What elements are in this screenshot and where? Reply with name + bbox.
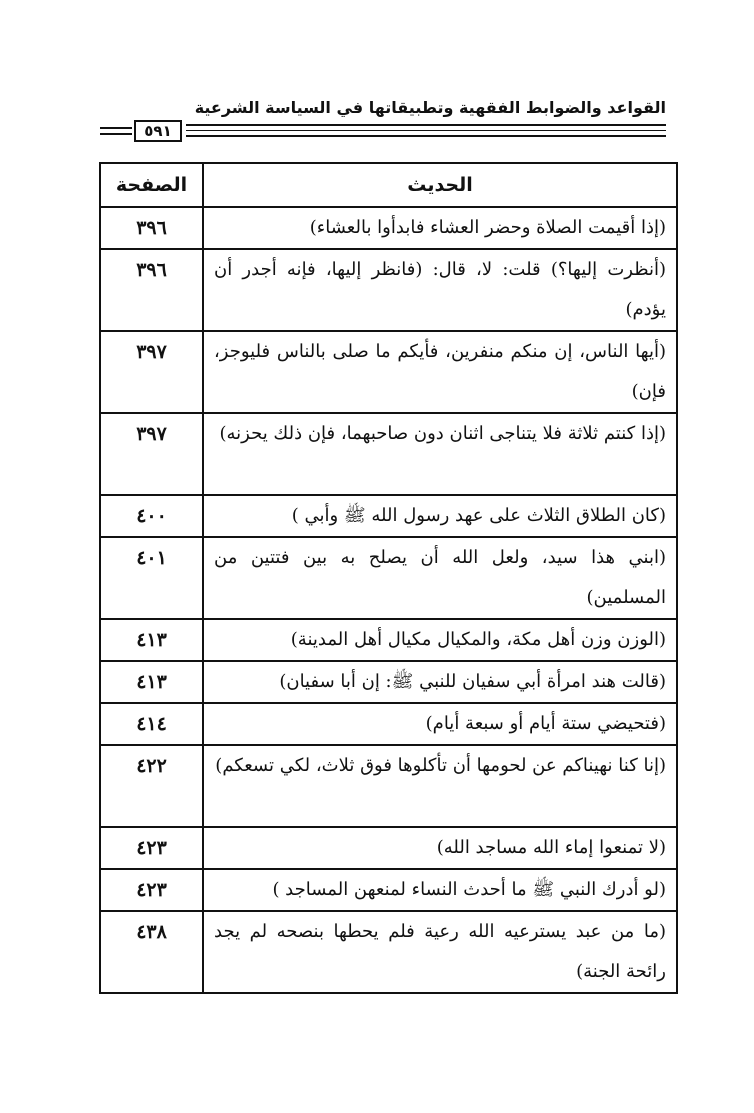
table-row — [100, 827, 677, 869]
hadith-text: (الوزن وزن أهل مكة، والمكيال مكيال أهل المدينة) — [203, 619, 677, 661]
page-ref: ٤٢٣ — [100, 827, 203, 869]
hadith-text: (إذا أقيمت الصلاة وحضر العشاء فابدأوا بالعشاء) — [203, 207, 677, 249]
hadith-text: (قالت هند امرأة أبي سفيان للنبي ﷺ: إن أبا سفيان) — [203, 661, 677, 703]
hadith-text: (كان الطلاق الثلاث على عهد رسول الله ﷺ وأبي ) — [203, 495, 677, 537]
hadith-text: (إذا كنتم ثلاثة فلا يتناجى اثنان دون صاحبهما، فإن ذلك يحزنه) — [203, 413, 677, 495]
table-row — [100, 249, 677, 331]
page-number: ٥٩١ — [134, 120, 182, 142]
page-ref: ٤٢٣ — [100, 869, 203, 911]
hadith-text: (أيها الناس، إن منكم منفرين، فأيكم ما صلى بالناس فليوجز، فإن) — [203, 331, 677, 413]
page-ref: ٤١٣ — [100, 619, 203, 661]
page-ref: ٤١٣ — [100, 661, 203, 703]
hadith-text: (لا تمنعوا إماء الله مساجد الله) — [203, 827, 677, 869]
table-row — [100, 413, 677, 495]
hadith-text: (لو أدرك النبي ﷺ ما أحدث النساء لمنعهن المساجد ) — [203, 869, 677, 911]
hadith-index-table — [99, 162, 678, 994]
header-rule — [186, 130, 666, 131]
header-rule — [186, 135, 666, 137]
header-rule — [186, 124, 666, 126]
page-ref: ٣٩٧ — [100, 331, 203, 413]
hadith-text: (ما من عبد يسترعيه الله رعية فلم يحطها بنصحه لم يجد رائحة الجنة) — [203, 911, 677, 993]
table-row — [100, 207, 677, 249]
table-row — [100, 495, 677, 537]
page-ref: ٣٩٧ — [100, 413, 203, 495]
page-ref: ٤٠١ — [100, 537, 203, 619]
hadith-text: (فتحيضي ستة أيام أو سبعة أيام) — [203, 703, 677, 745]
page-ref: ٤١٤ — [100, 703, 203, 745]
column-header-page: الصفحة — [100, 163, 203, 207]
column-header-hadith: الحديث — [203, 163, 677, 207]
page-ref: ٣٩٦ — [100, 207, 203, 249]
header-rule — [100, 133, 132, 135]
table-row — [100, 911, 677, 993]
page-ref: ٤٢٢ — [100, 745, 203, 827]
table-row — [100, 331, 677, 413]
table-row — [100, 869, 677, 911]
table-row — [100, 619, 677, 661]
page-ref: ٤٠٠ — [100, 495, 203, 537]
table-header-row — [100, 163, 677, 207]
table-row — [100, 745, 677, 827]
page-ref: ٤٣٨ — [100, 911, 203, 993]
header-rule — [100, 127, 132, 129]
table-row — [100, 703, 677, 745]
table-row — [100, 537, 677, 619]
page-ref: ٣٩٦ — [100, 249, 203, 331]
hadith-text: (إنا كنا نهيناكم عن لحومها أن تأكلوها فوق ثلاث، لكي تسعكم) — [203, 745, 677, 827]
hadith-text: (ابني هذا سيد، ولعل الله أن يصلح به بين فتتين من المسلمين) — [203, 537, 677, 619]
table-row — [100, 661, 677, 703]
hadith-text: (أنظرت إليها؟) قلت: لا، قال: (فانظر إليها، فإنه أجدر أن يؤدم) — [203, 249, 677, 331]
running-header-title: القواعد والضوابط الفقهية وتطبيقاتها في السياسة الشرعية — [194, 98, 666, 117]
